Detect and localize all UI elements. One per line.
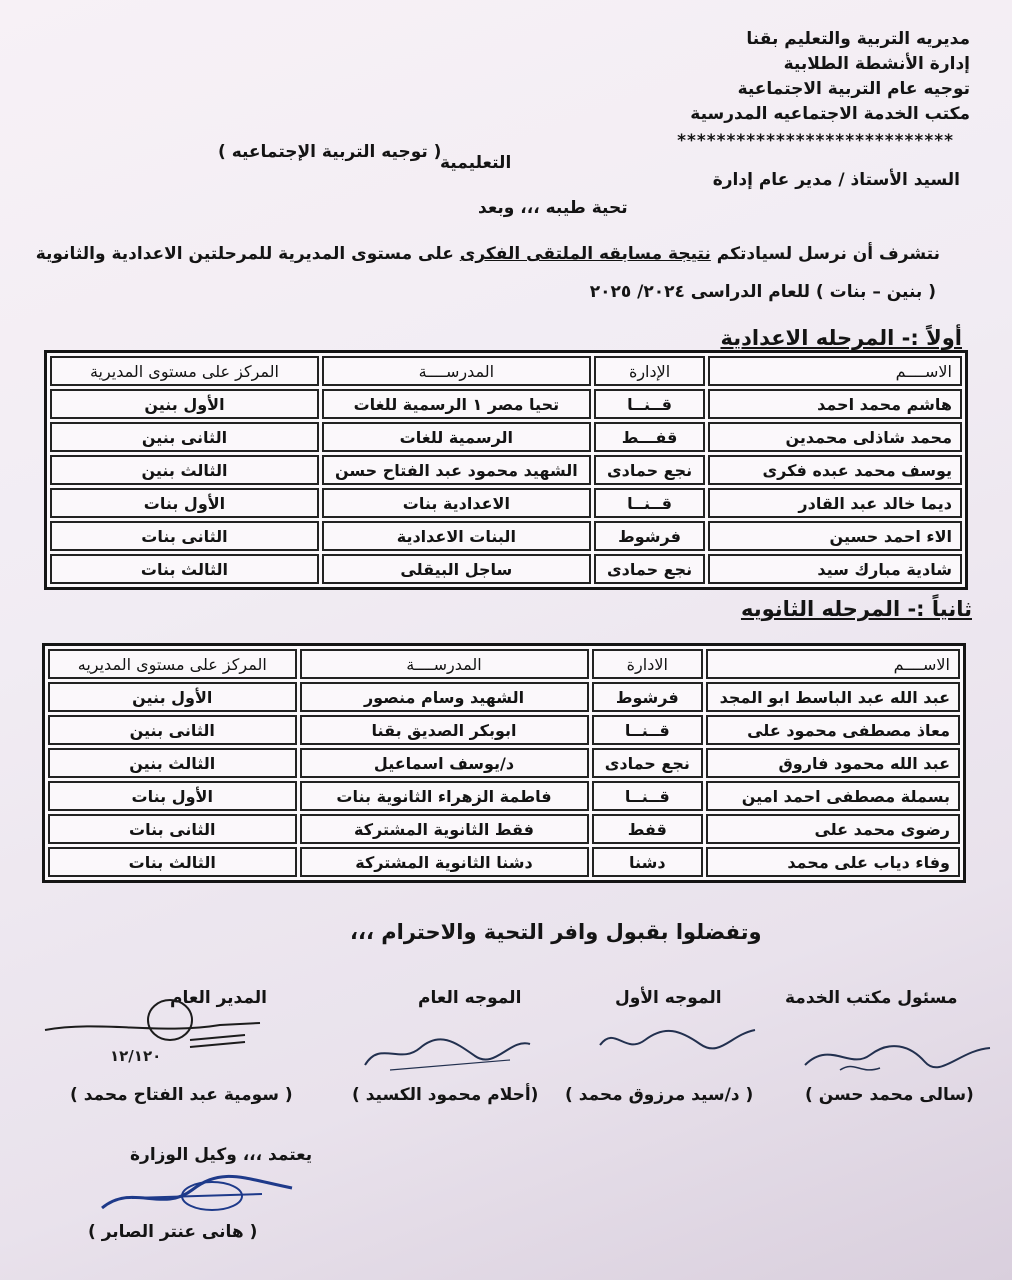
cell-school: فقط الثانوية المشتركة (300, 814, 589, 844)
signature-name-sayed: ( د/سيد مرزوق محمد ) (565, 1085, 754, 1105)
body-line-1-a: نتشرف أن نرسل لسيادتكم (716, 244, 940, 264)
column-header-name: الاســــم (708, 356, 962, 386)
cell-name: بسملة مصطفى احمد امين (706, 781, 960, 811)
header-stars: **************************** (677, 131, 954, 151)
table-row (50, 455, 962, 485)
cell-rank: الثالث بنات (48, 847, 297, 877)
cell-name: عبد الله محمود فاروق (706, 748, 960, 778)
table-row (50, 422, 962, 452)
cell-rank: الثالث بنات (50, 554, 319, 584)
cell-admin: فرشوط (592, 682, 704, 712)
cell-name: هاشم محمد احمد (708, 389, 962, 419)
table-header-row (50, 356, 962, 386)
cell-rank: الثانى بنين (48, 715, 297, 745)
column-header-rank: المركز على مستوى المديرية (50, 356, 319, 386)
cell-name: الاء احمد حسين (708, 521, 962, 551)
cell-admin: نجع حمادى (594, 554, 706, 584)
addressee: السيد الأستاذ / مدير عام إدارة (712, 170, 960, 190)
table-row (48, 682, 960, 712)
cell-school: دشنا الثانوية المشتركة (300, 847, 589, 877)
header-line-4: مكتب الخدمة الاجتماعيه المدرسية (690, 104, 970, 124)
secondary-section-title: ثانياً :- المرحله الثانويه (740, 597, 972, 621)
table-row (48, 748, 960, 778)
cell-admin: نجع حمادى (592, 748, 704, 778)
approval-signature-scribble (92, 1168, 302, 1228)
table-row (50, 554, 962, 584)
addressee-middle: التعليمية (440, 153, 512, 173)
cell-school: تحيا مصر ١ الرسمية للغات (322, 389, 591, 419)
cell-rank: الثانى بنين (50, 422, 319, 452)
cell-school: الرسمية للغات (322, 422, 591, 452)
table-row (48, 715, 960, 745)
cell-admin: قــنــا (594, 488, 706, 518)
cell-admin: نجع حمادى (594, 455, 706, 485)
cell-name: معاذ مصطفى محمود على (706, 715, 960, 745)
header-line-2: إدارة الأنشطة الطلابية (783, 54, 970, 74)
cell-admin: قــنــا (592, 781, 704, 811)
cell-school: الشهيد محمود عبد الفتاح حسن (322, 455, 591, 485)
signature-name-sally: (سالى محمد حسن ) (805, 1085, 974, 1105)
body-line-1 (36, 244, 940, 264)
competition-name: نتيجة مسابقه الملتقى الفكرى (459, 244, 711, 264)
table-row (50, 521, 962, 551)
signature-scribble-sayed (590, 1020, 760, 1060)
cell-rank: الثالث بنين (50, 455, 319, 485)
cell-name: يوسف محمد عبده فكرى (708, 455, 962, 485)
column-header-rank: المركز على مستوى المديريه (48, 649, 297, 679)
cell-rank: الثانى بنات (48, 814, 297, 844)
cell-rank: الأول بنين (50, 389, 319, 419)
signature-role-first-supervisor: الموجه الأول (615, 988, 722, 1008)
cell-school: البنات الاعدادية (322, 521, 591, 551)
header-line-3: توجيه عام التربية الاجتماعية (737, 79, 970, 99)
signature-name-ahlam: (أحلام محمود الكسيد ) (352, 1085, 539, 1105)
cell-name: وفاء دياب على محمد (706, 847, 960, 877)
cell-name: شادية مبارك سيد (708, 554, 962, 584)
cell-admin: دشنا (592, 847, 704, 877)
cell-admin: قفـــط (594, 422, 706, 452)
approval-name: ( هانى عنتر الصابر ) (88, 1222, 258, 1242)
table-row (48, 781, 960, 811)
cell-school: فاطمة الزهراء الثانوية بنات (300, 781, 589, 811)
table-row (48, 847, 960, 877)
cell-name: عبد الله عبد الباسط ابو المجد (706, 682, 960, 712)
cell-rank: الأول بنات (48, 781, 297, 811)
table-row (50, 389, 962, 419)
column-header-admin: الادارة (592, 649, 704, 679)
cell-school: ابوبكر الصديق بقنا (300, 715, 589, 745)
header-line-1: مديريه التربية والتعليم بقنا (746, 29, 970, 49)
cell-rank: الثانى بنات (50, 521, 319, 551)
department-label: ( توجيه التربية الإجتماعيه ) (218, 142, 442, 162)
prep-section-title: أولاً :- المرحله الاعدادية (720, 326, 962, 350)
signature-scribble-director (40, 995, 270, 1065)
cell-rank: الأول بنات (50, 488, 319, 518)
table-header-row (48, 649, 960, 679)
column-header-name: الاســــم (706, 649, 960, 679)
signature-name-director: ( سومية عبد الفتاح محمد ) (70, 1085, 293, 1105)
prep-results-table (44, 350, 968, 590)
signature-scribble-sally (800, 1030, 995, 1078)
table-row (48, 814, 960, 844)
body-line-2: ( بنين – بنات ) للعام الدراسى ٢٠٢٤/ ٢٠٢٥ (589, 282, 936, 302)
column-header-school: المدرســــة (300, 649, 589, 679)
signature-scribble-ahlam (360, 1030, 535, 1075)
cell-name: ديما خالد عبد القادر (708, 488, 962, 518)
cell-rank: الثالث بنين (48, 748, 297, 778)
table-row (50, 488, 962, 518)
closing-line: وتفضلوا بقبول وافر التحية والاحترام ،،، (350, 920, 762, 944)
cell-admin: قــنــا (594, 389, 706, 419)
svg-text:١٢/١٢٠: ١٢/١٢٠ (110, 1047, 162, 1065)
signature-role-service-office: مسئول مكتب الخدمة (785, 988, 958, 1008)
cell-school: د/يوسف اسماعيل (300, 748, 589, 778)
body-line-1-c: على مستوى المديرية للمرحلتين الاعدادية والثانوية (35, 244, 454, 264)
signature-role-general-director: المدير العام (170, 988, 267, 1008)
cell-name: محمد شاذلى محمدين (708, 422, 962, 452)
cell-rank: الأول بنين (48, 682, 297, 712)
column-header-school: المدرســــة (322, 356, 591, 386)
signature-role-general-supervisor: الموجه العام (418, 988, 522, 1008)
cell-school: الاعدادية بنات (322, 488, 591, 518)
cell-school: ساجل البيقلى (322, 554, 591, 584)
cell-admin: قــنــا (592, 715, 704, 745)
column-header-admin: الإدارة (594, 356, 706, 386)
approval-label: يعتمد ،،، وكيل الوزارة (130, 1145, 313, 1165)
cell-name: رضوى محمد على (706, 814, 960, 844)
cell-school: الشهيد وسام منصور (300, 682, 589, 712)
secondary-results-table (42, 643, 966, 883)
greeting: تحية طيبه ،،، وبعد (478, 198, 628, 218)
cell-admin: قفط (592, 814, 704, 844)
cell-admin: فرشوط (594, 521, 706, 551)
